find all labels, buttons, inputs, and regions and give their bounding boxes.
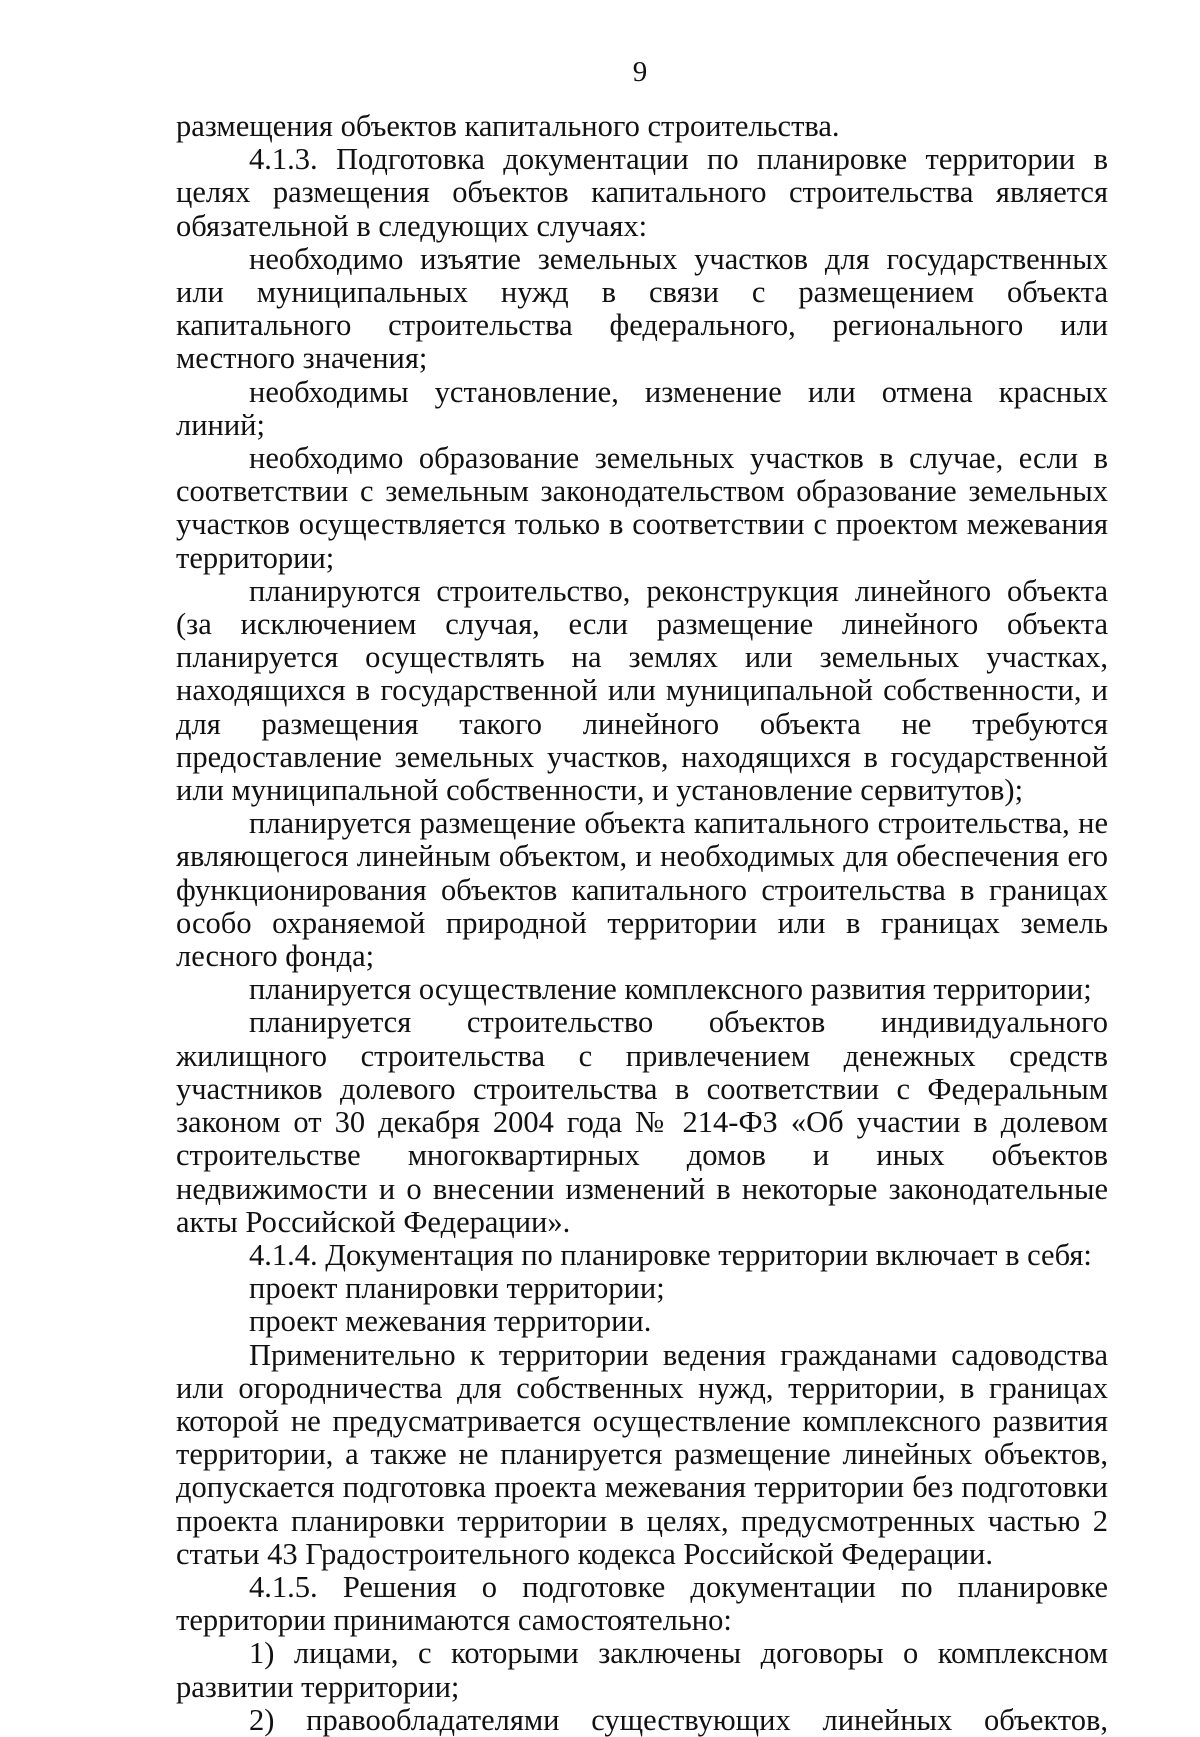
paragraph: размещения объектов капитального строительства. [176, 109, 840, 143]
paragraph: проект межевания территории. [249, 1304, 652, 1339]
paragraph: 1) лицами, с которыми заключены договоры о комплексном развитии территории; [176, 1636, 1108, 1704]
paragraph: планируется строительство объектов индивидуального жилищного строительства с привлечением денежных средств участников долевого строительства в соответствии с Федеральным законом от 30 декабря 2004 года № 214-ФЗ «Об участии в долевом строительстве многоквартирных домов и иных объектов недвижимости и о внесении изменений в некоторые законодательные акты Российской Федерации». [176, 1005, 1108, 1239]
paragraph: планируется осуществление комплексного развития территории; [249, 972, 1092, 1007]
page-number: 9 [632, 56, 648, 88]
paragraph: 4.1.3. Подготовка документации по планировке территории в целях размещения объектов капитального строительства является обязательной в следующих случаях: [176, 142, 1108, 243]
paragraph: 2) правообладателями существующих линейных объектов, [249, 1702, 1108, 1737]
paragraph: проект планировки территории; [249, 1271, 665, 1306]
paragraph: планируется размещение объекта капитального строительства, не являющегося линейным объектом, и необходимых для обеспечения его функционирования объектов капитального строительства в границах особо охраняемой природной территории или в границах земель лесного фонда; [176, 806, 1108, 974]
paragraph: планируются строительство, реконструкция линейного объекта (за исключением случая, если размещение линейного объекта планируется осуществлять на землях или земельных участках, находящихся в государственной или муниципальной собственности, и для размещения такого линейного объекта не требуются предоставление земельных участков, находящихся в государственной или муниципальной собственности, и установление сервитутов); [176, 573, 1108, 808]
document-body [176, 110, 1108, 1737]
paragraph: необходимо изъятие земельных участков для государственных или муниципальных нужд в связи с размещением объекта капитального строительства федерального, регионального или местного значения; [176, 241, 1108, 376]
paragraph: необходимы установление, изменение или отмена красных линий; [176, 374, 1108, 442]
paragraph: 4.1.4. Документация по планировке территории включает в себя: [249, 1237, 1092, 1272]
paragraph: Применительно к территории ведения гражданами садоводства или огородничества для собственных нужд, территории, в границах которой не предусматривается осуществление комплексного развития территории, а также не планируется размещение линейных объектов, допускается подготовка проекта межевания территории без подготовки проекта планировки территории в целях, предусмотренных частью 2 статьи 43 Градостроительного кодекса Российской Федерации. [176, 1337, 1108, 1571]
paragraph: 4.1.5. Решения о подготовке документации по планировке территории принимаются самостоятельно: [176, 1569, 1108, 1638]
paragraph: необходимо образование земельных участков в случае, если в соответствии с земельным законодательством образование земельных участков осуществляется только в соответствии с проектом межевания территории; [176, 441, 1108, 575]
